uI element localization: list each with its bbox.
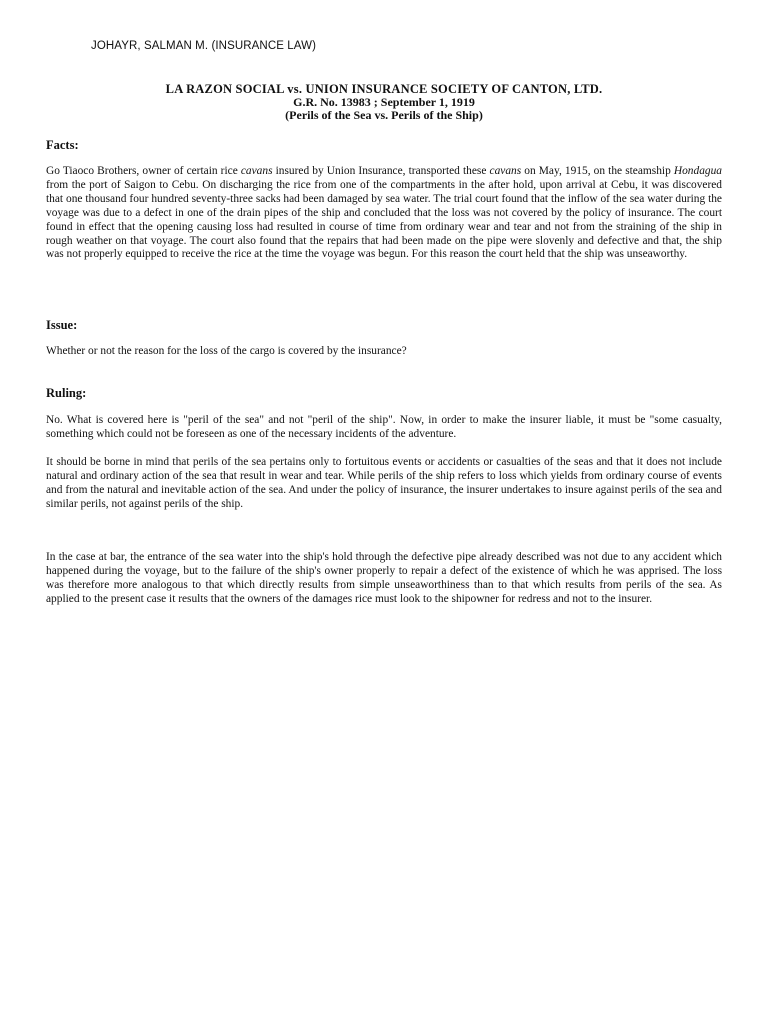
case-subtitle: (Perils of the Sea vs. Perils of the Ship) [285, 108, 483, 122]
case-citation: G.R. No. 13983 ; September 1, 1919 [293, 95, 475, 109]
ruling-paragraph-3: In the case at bar, the entrance of the sea water into the ship's hold through the defective pipe already described was not due to any accident which happened during the voyage, but to the failure of the ship's owner properly to repair a defect of the existence of which he was apprised. The loss was therefore more analogous to that which directly results from simple unseaworthiness than to that which results from perils of the sea. As applied to the present case it results that the owners of the damages rice must look to the shipowner for redress and not to the insurer. [46, 551, 722, 605]
facts-paragraph: Go Tiaoco Brothers, owner of certain rice cavans insured by Union Insurance, transported these cavans on May, 1915, on the steamship Hondagua from the port of Saigon to Cebu. On discharging the rice from one of the compartments in the after hold, upon arrival at Cebu, it was discovered that one thousand four hundred seventy-three sacks had been damaged by sea water. The trial court found that the inflow of the sea water during the voyage was due to a defect in one of the drain pipes of the ship and concluded that the loss was not covered by the policy of insurance. The court found in effect that the opening causing loss had resulted in course of time from ordinary wear and tear and not from the straining of the ship in rough weather on that voyage. The court also found that the repairs that had been made on the pipe were slovenly and defective and that, the ship was not properly equipped to receive the rice at the time the voyage was begun. For this reason the court held that the ship was unseaworthy. [46, 165, 722, 261]
case-title: LA RAZON SOCIAL vs. UNION INSURANCE SOCIETY OF CANTON, LTD. [165, 82, 603, 96]
issue-label: Issue: [46, 318, 78, 332]
ruling-paragraph-2: It should be borne in mind that perils of the sea pertains only to fortuitous events or accidents or casualties of the seas and that it does not include natural and ordinary action of the sea that result in wear and tear. While perils of the ship refers to loss which yields from ordinary course of events and from the natural and inevitable action of the sea. And under the policy of insurance, the insurer undertakes to insure against perils of the sea and similar perils, not against perils of the ship. [46, 456, 722, 510]
facts-label: Facts: [46, 138, 79, 152]
ruling-label: Ruling: [46, 386, 87, 400]
issue-paragraph: Whether or not the reason for the loss of the cargo is covered by the insurance? [46, 345, 407, 357]
ruling-paragraph-1: No. What is covered here is "peril of the sea" and not "peril of the ship". Now, in order to make the insurer liable, it must be "some casualty, something which could not be foreseen as one of the necessary incidents of the adventure. [46, 414, 722, 440]
author-line: JOHAYR, SALMAN M. (INSURANCE LAW) [91, 40, 317, 52]
